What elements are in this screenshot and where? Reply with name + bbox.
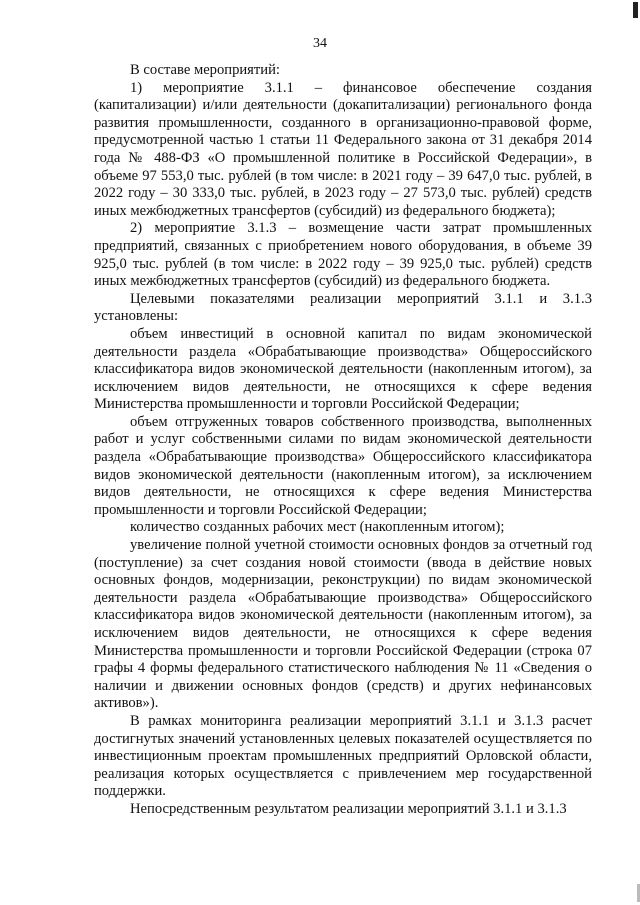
page-number: 34 [313, 36, 327, 51]
paragraph-target-indicators: Целевыми показателями реализации мероприятий 3.1.1 и 3.1.3 установлены: [94, 290, 592, 325]
paragraph-measure-3-1-3: 2) мероприятие 3.1.3 – возмещение части затрат промышленных предприятий, связанных с приобретением нового оборудования, в объеме 39 925,0 тыс. рублей (в том числе: в 2022 году – 39 925,0 тыс. рублей) средств иных межбюджетных трансфертов (субсидий) из федерального бюджета. [94, 220, 592, 290]
scan-edge-mark [633, 2, 638, 18]
paragraph-indicator-shipped-goods: объем отгруженных товаров собственного производства, выполненных работ и услуг собственными силами по видам экономической деятельности раздела «Обрабатывающие производства» Общероссийского классификатора видов экономической деятельности (накопленным итогом), за исключением видов деятельности, не относящихся к сфере ведения Министерства промышленности и торговли Российской Федерации; [94, 413, 592, 518]
paragraph-monitoring: В рамках мониторинга реализации мероприятий 3.1.1 и 3.1.3 расчет достигнутых значений установленных целевых показателей осуществляется по инвестиционным проектам промышленных предприятий Орловской области, реализация которых осуществляется с привлечением мер государственной поддержки. [94, 712, 592, 800]
paragraph-measure-3-1-1: 1) мероприятие 3.1.1 – финансовое обеспечение создания (капитализации) и/или деятельности (докапитализации) регионального фонда развития промышленности, созданного в организационно-правовой форме, предусмотренной частью 1 статьи 11 Федерального закона от 31 декабря 2014 года № 488-ФЗ «О промышленной политике в Российской Федерации», в объеме 97 553,0 тыс. рублей (в том числе: в 2021 году – 39 647,0 тыс. рублей, в 2022 году – 30 333,0 тыс. рублей, в 2023 году – 27 573,0 тыс. рублей) средств иных межбюджетных трансфертов (субсидий) из федерального бюджета); [94, 79, 592, 219]
paragraph-indicator-fixed-assets: увеличение полной учетной стоимости основных фондов за отчетный год (поступление) за счет создания новой стоимости (ввода в действие новых основных фондов, модернизации, реконструкции) по видам экономической деятельности раздела «Обрабатывающие производства» Общероссийского классификатора видов экономической деятельности (накопленным итогом), за исключением видов деятельности, не относящихся к сфере ведения Министерства промышленности и торговли Российской Федерации (строка 07 графы 4 формы федерального статистического наблюдения № 11 «Сведения о наличии и движении основных фондов (средств) и других нефинансовых активов»). [94, 537, 592, 712]
document-body [94, 62, 592, 819]
paragraph-indicator-jobs: количество созданных рабочих мест (накопленным итогом); [130, 519, 505, 536]
paragraph-intro: В составе мероприятий: [130, 62, 280, 78]
paragraph-indicator-investment: объем инвестиций в основной капитал по видам экономической деятельности раздела «Обрабатывающие производства» Общероссийского классификатора видов экономической деятельности (накопленным итогом), за исключением видов деятельности, не относящихся к сфере ведения Министерства промышленности и торговли Российской Федерации; [94, 325, 592, 413]
paragraph-direct-result: Непосредственным результатом реализации мероприятий 3.1.1 и 3.1.3 [130, 800, 567, 817]
